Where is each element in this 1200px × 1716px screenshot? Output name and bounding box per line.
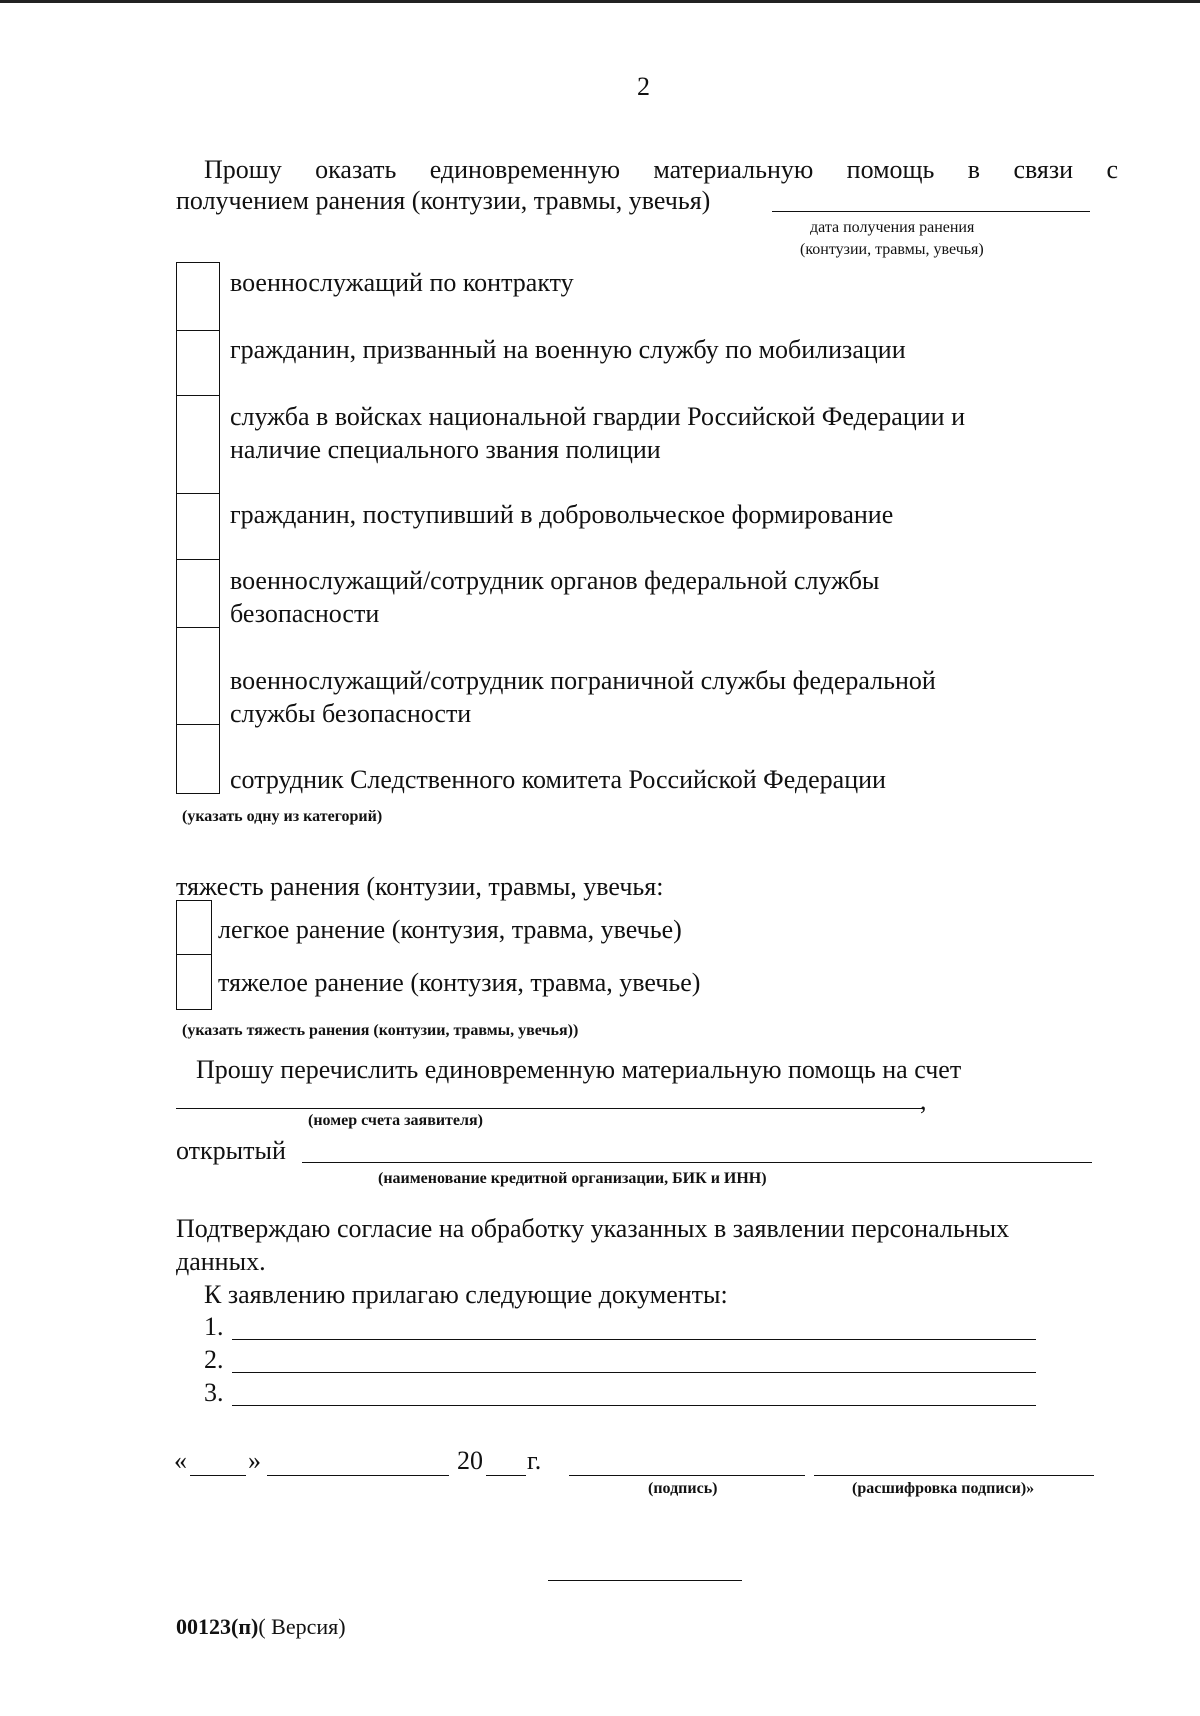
severity-option-severe: тяжелое ранение (контузия, травма, увечье) [218, 968, 701, 997]
injury-date-field[interactable] [772, 211, 1090, 212]
account-comma: , [920, 1086, 927, 1115]
category-label-investigative: сотрудник Следственного комитета Российской Федерации [230, 765, 886, 794]
category-checkbox-border-service[interactable] [177, 628, 219, 725]
category-checkbox-mobilized[interactable] [177, 331, 219, 396]
severity-checkbox-severe[interactable] [177, 955, 211, 1009]
document-item-3-field[interactable] [232, 1405, 1036, 1406]
date-caption-1: дата получения ранения [810, 219, 975, 236]
date-month-field[interactable] [267, 1475, 449, 1476]
date-year-field[interactable] [486, 1475, 526, 1476]
severity-heading: тяжесть ранения (контузии, травмы, увечья: [176, 872, 664, 901]
page-number: 2 [637, 72, 650, 101]
opened-label: открытый [176, 1136, 286, 1165]
documents-heading: К заявлению прилагаю следующие документы: [204, 1280, 728, 1309]
request-line-1: Прошу оказать единовременную материальную помощь в связи с [204, 155, 1118, 184]
footer-code: 00123(п) [176, 1614, 259, 1639]
account-number-field[interactable] [176, 1108, 924, 1109]
category-label-volunteer: гражданин, поступивший в добровольческое формирование [230, 500, 894, 529]
severity-option-light: легкое ранение (контузия, травма, увечье) [218, 915, 682, 944]
category-checkbox-column [176, 262, 220, 794]
category-checkbox-investigative[interactable] [177, 725, 219, 791]
date-quote-close: » [248, 1446, 261, 1475]
page-top-border [0, 0, 1200, 3]
footer [176, 1614, 346, 1640]
severity-checkbox-column [176, 900, 212, 1010]
consent-line-1: Подтверждаю согласие на обработку указанных в заявлении персональных [176, 1214, 1010, 1243]
footer-version: ( Версия) [258, 1614, 346, 1639]
document-item-2-field[interactable] [232, 1372, 1036, 1373]
category-label-border-service: военнослужащий/сотрудник пограничной службы федеральной службы безопасности [230, 666, 936, 728]
category-label-contract: военнослужащий по контракту [230, 268, 574, 297]
severity-checkbox-light[interactable] [177, 901, 211, 955]
date-caption-2: (контузии, травмы, увечья) [800, 241, 984, 258]
year-prefix: 20 [457, 1446, 483, 1475]
document-item-2-number: 2. [204, 1345, 224, 1374]
document-item-1-number: 1. [204, 1312, 224, 1341]
bank-caption: (наименование кредитной организации, БИК и ИНН) [378, 1170, 767, 1187]
consent-line-2: данных. [176, 1247, 266, 1276]
category-checkbox-contract[interactable] [177, 263, 219, 331]
date-day-field[interactable] [190, 1475, 246, 1476]
category-label-mobilized: гражданин, призванный на военную службу по мобилизации [230, 335, 906, 364]
document-item-3-number: 3. [204, 1378, 224, 1407]
severity-note: (указать тяжесть ранения (контузии, травмы, увечья)) [182, 1022, 579, 1039]
signature-decoding-caption: (расшифровка подписи)» [852, 1480, 1035, 1497]
category-checkbox-national-guard[interactable] [177, 396, 219, 494]
signature-decoding-field[interactable] [814, 1475, 1094, 1476]
transfer-line: Прошу перечислить единовременную материальную помощь на счет [196, 1055, 962, 1084]
category-checkbox-volunteer[interactable] [177, 494, 219, 560]
category-label-national-guard: служба в войсках национальной гвардии Российской Федерации и наличие специального звания полиции [230, 402, 965, 464]
category-label-fsb: военнослужащий/сотрудник органов федеральной службы безопасности [230, 566, 880, 628]
account-caption: (номер счета заявителя) [308, 1112, 483, 1129]
category-checkbox-fsb[interactable] [177, 560, 219, 628]
date-quote-open: « [174, 1446, 187, 1475]
document-item-1-field[interactable] [232, 1339, 1036, 1340]
year-suffix: г. [527, 1446, 542, 1475]
bank-field[interactable] [302, 1162, 1092, 1163]
signature-field[interactable] [569, 1475, 805, 1476]
request-line-2: получением ранения (контузии, травмы, увечья) [176, 186, 711, 215]
categories-note: (указать одну из категорий) [182, 808, 383, 825]
closing-separator [548, 1580, 742, 1581]
signature-caption: (подпись) [648, 1480, 718, 1497]
